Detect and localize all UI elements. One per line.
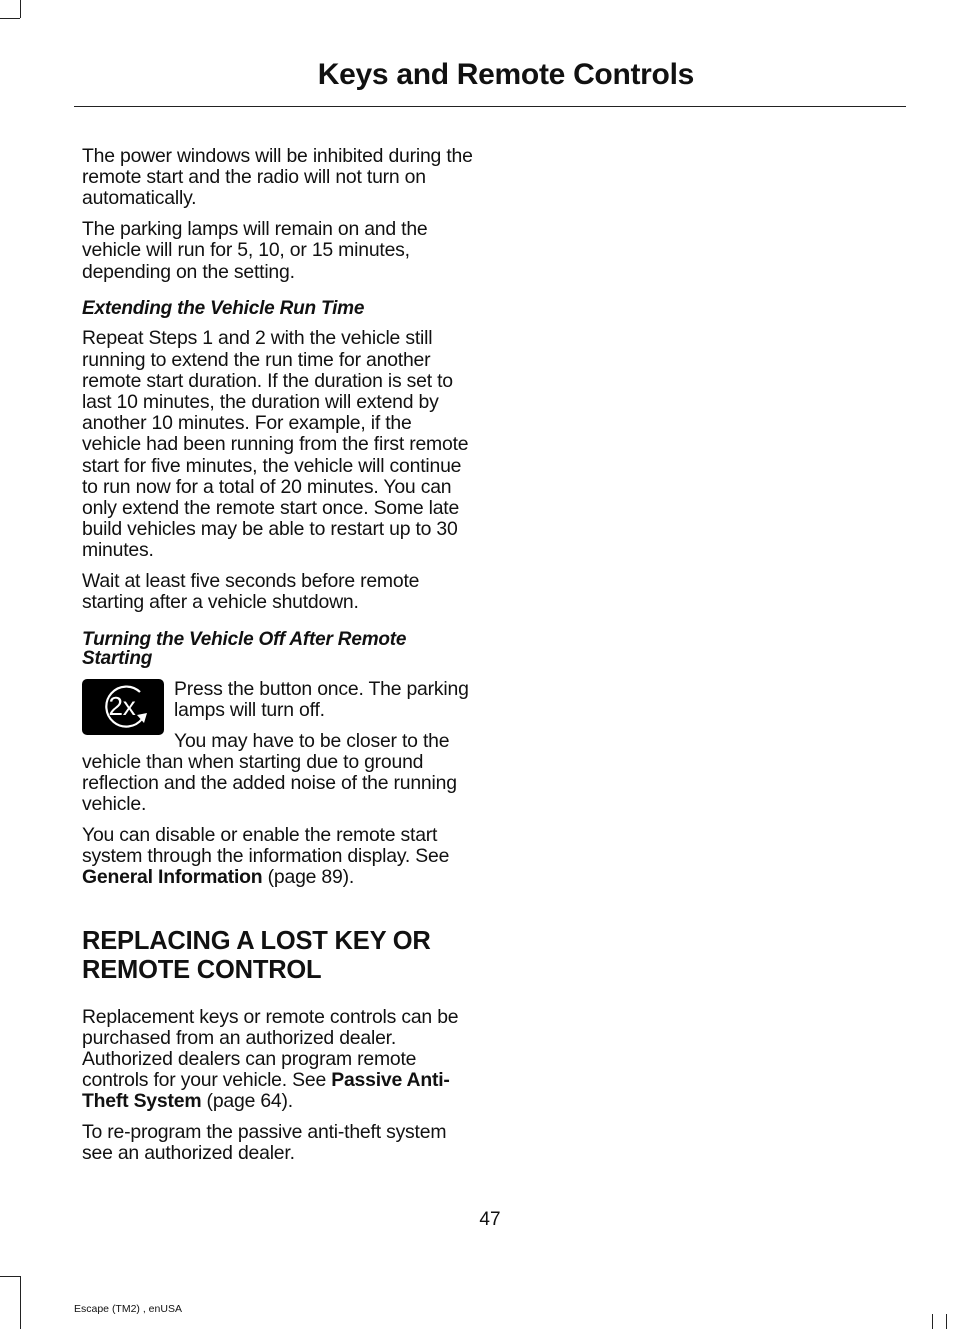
subheading-extending-run-time: Extending the Vehicle Run Time — [82, 297, 365, 319]
icon-2x-label: 2x — [108, 690, 136, 721]
paragraph-replacement-keys: Replacement keys or remote controls can be purchased from an authorized dealer. Authorized dealers can program remote controls for your vehicle. See Passive Anti-Theft System (page 64). — [82, 1005, 459, 1113]
crop-mark-top-left-h — [0, 18, 20, 19]
paragraph-wait: Wait at least five seconds before remote starting after a vehicle shutdown. — [82, 570, 420, 614]
paragraph-disable-enable: You can disable or enable the remote start system through the information display. See General Information (page 89). — [82, 823, 450, 889]
page-number: 47 — [479, 1209, 501, 1230]
paragraph-extend-steps: Repeat Steps 1 and 2 with the vehicle still running to extend the run time for another remote start duration. If the duration is set to last 10 minutes, the duration will extend by another 10 minutes. For example, if the vehicle had been running from the first remote start for five minutes, the vehicle will continue to run now for a total of 20 minutes. You can only extend the remote start once. Some late build vehicles may be able to restart up to 30 minutes. — [82, 327, 469, 562]
link-passive-anti-theft[interactable]: Passive Anti-Theft System — [82, 1069, 450, 1113]
paragraph-reprogram: To re-program the passive anti-theft system see an authorized dealer. — [82, 1121, 447, 1165]
crop-mark-top-left-v — [20, 0, 21, 18]
crop-mark-bottom-left-v — [20, 1276, 21, 1329]
section-heading-replacing-key: REPLACING A LOST KEY OR REMOTE CONTROL — [82, 926, 431, 985]
link-general-information[interactable]: General Information — [82, 866, 263, 889]
paragraph-closer-to-vehicle: You may have to be closer to the vehicle than when starting due to ground reflection and the added noise of the running vehicle. — [82, 729, 457, 816]
crop-mark-bottom-left-h — [0, 1276, 20, 1277]
paragraph-windows-inhibited: The power windows will be inhibited during the remote start and the radio will not turn on automatically. — [82, 145, 473, 210]
paragraph-parking-lamps: The parking lamps will remain on and the vehicle will run for 5, 10, or 15 minutes, depending on the setting. — [82, 218, 428, 283]
header-divider — [74, 106, 906, 107]
footer-doc-id: Escape (TM2) , enUSA — [74, 1303, 182, 1315]
crop-mark-bottom-right-1 — [932, 1314, 933, 1329]
left-column — [82, 146, 474, 1174]
page-header-title: Keys and Remote Controls — [317, 58, 694, 91]
paragraph-press-button: Press the button once. The parking lamps will turn off. — [174, 677, 469, 721]
subheading-turning-off: Turning the Vehicle Off After Remote Starting — [82, 628, 407, 670]
remote-start-2x-icon — [82, 679, 164, 735]
crop-mark-bottom-right-2 — [946, 1314, 947, 1329]
